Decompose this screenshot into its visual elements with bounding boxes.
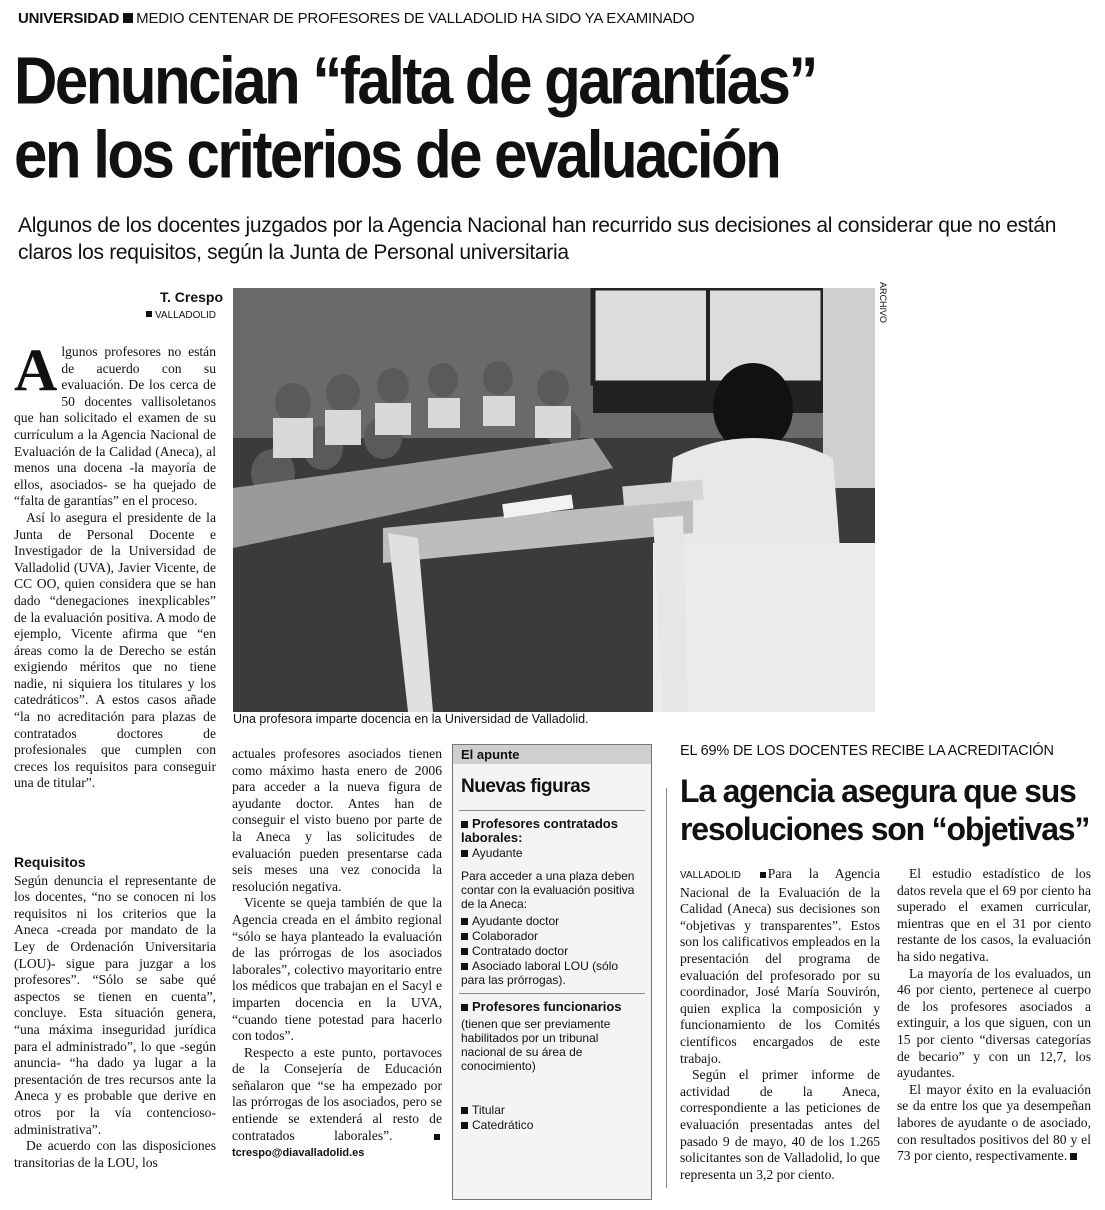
second-column-2	[897, 866, 1091, 1165]
square-bullet-icon	[123, 13, 133, 23]
list-item	[461, 944, 643, 958]
paragraph-7-text: Respecto a este punto, portavoces de la Consejería de Educación señalaron que “se ha empezado por las prórrogas de los asociados, pero se entiende se extenderá al resto de contratados laborales”.	[232, 1044, 442, 1143]
square-bullet-icon	[461, 1122, 468, 1129]
sidebar-list-3	[453, 1000, 651, 1014]
square-bullet-icon	[760, 872, 766, 878]
list-item-text: Titular	[472, 1103, 505, 1117]
headline-line-1: Denuncian “falta de garantías”	[14, 42, 816, 118]
divider	[459, 810, 645, 811]
byline-place	[146, 310, 216, 321]
square-bullet-icon	[461, 963, 468, 970]
sidebar-box	[452, 744, 652, 1200]
second-paragraph-1	[680, 866, 880, 1067]
second-place: VALLADOLID	[680, 870, 741, 881]
paragraph-7	[232, 1045, 442, 1162]
sidebar-list-4	[453, 1103, 651, 1132]
standfirst: Algunos de los docentes juzgados por la Agencia Nacional han recurrido sus decisiones al considerar que no están claros los requisitos, según la Junta de Personal universitaria	[18, 214, 1057, 264]
list-item	[461, 846, 643, 860]
body-column-1	[14, 337, 216, 792]
list-item-text: Colaborador	[472, 929, 539, 943]
sidebar-list-1	[453, 817, 651, 860]
list-item	[461, 1000, 643, 1014]
paragraph-1-text: lgunos profesores no están de acuerdo con su evaluación. De los cerca de 50 docentes vallisoletanos que han solicitado el examen de su currículum a la Agencia Nacional de Evaluación de la Calidad (Aneca), al menos una docena -la mayoría de ellos, asociados- se ha quejado de “falta de garantías” en el proceso.	[14, 344, 216, 509]
list-item-text: Asociado laboral LOU (sólo para las prórrogas).	[461, 959, 619, 987]
list-item	[461, 914, 643, 928]
paragraph-2: Así lo asegura el presidente de la Junta de Personal Docente e Investigador de la Universidad de Valladolid (UVA), Javier Vicente, de CC OO, quien considera que se han dado “denegaciones inexplicables” de la evaluación positiva. A modo de ejemplo, Vicente afirma que “en áreas como la de Derecho se están exigiendo méritos que no tiene nadie, ni siquiera los titulares y los catedráticos”. A estos casos añade “la no acreditación para plazas de contratados doctores de profesionales que cumplen con creces los requisitos para conseguir una de titular”.	[14, 509, 216, 791]
sidebar-title: Nuevas figuras	[461, 776, 591, 797]
second-paragraph-4: La mayoría de los evaluados, un 46 por ciento, pertenece al cuerpo de los profesores asociados a extinguir, a los que siguen, con un 15 por ciento “diversas categorías de becario” y con un 12,7, los ayudantes.	[897, 965, 1091, 1081]
paragraph-6: Vicente se queja también de que la Agencia creada en el ámbito regional “sólo se haya planteado la evaluación de las prórrogas de los asociados laborales”, colectivo mayoritario entre los médicos que trabajan en el Sacyl e imparten docencia en la UVA, “cuando tiene potestad para hacerlo con todos”.	[232, 895, 442, 1044]
headline-line-2: en los criterios de evaluación	[14, 116, 780, 192]
list-item	[461, 1103, 643, 1117]
square-bullet-icon	[461, 821, 468, 828]
byline-author: T. Crespo	[160, 289, 224, 305]
second-paragraph-1-text: Para la Agencia Nacional de la Evaluación de la Calidad (Aneca) sus decisiones son “objetivas y transparentes”. Estos son los calificativos empleados en la presentación del programa de evaluación del profesorado por su coordinador, José María Souvirón, quien explica la composición y funcionamiento de los Comités científicos encargados de este trabajo.	[680, 866, 880, 1066]
list-item-text: Catedrático	[472, 1118, 534, 1132]
list-item	[461, 959, 643, 987]
second-paragraph-5-text: El mayor éxito en la evaluación se da entre los que ya desempeñan labores de ayudante o de asociado, con resultados positivos del 80 y el 73 por ciento, respectivamente.	[897, 1081, 1091, 1164]
classroom-photo	[233, 288, 875, 712]
list-item	[461, 1118, 643, 1132]
second-paragraph-2: Según el primer informe de actividad de la Aneca, correspondiente a las peticiones de evaluación presentadas antes del pasado 9 de mayo, 40 de los 1.265 solicitantes son de Valladolid, lo que representa un 3,2 por ciento.	[680, 1067, 880, 1182]
section-label: UNIVERSIDAD	[18, 10, 120, 27]
body-column-2	[232, 746, 442, 1162]
second-paragraph-5	[897, 1082, 1091, 1165]
sidebar-list-2	[453, 914, 651, 987]
paragraph-4: De acuerdo con las disposiciones transitorias de la LOU, los	[14, 1138, 216, 1170]
kicker-text: MEDIO CENTENAR DE PROFESORES DE VALLADOLID HA SIDO YA EXAMINADO	[136, 10, 695, 27]
drop-cap: A	[14, 337, 58, 403]
second-headline: La agencia asegura que sus resoluciones son “objetivas”	[680, 773, 1090, 847]
divider	[459, 993, 645, 994]
square-bullet-icon	[461, 933, 468, 940]
body-column-1-lower	[14, 848, 216, 1171]
paragraph-1	[14, 337, 216, 510]
sidebar-heading-1: Profesores contratados laborales:	[461, 816, 618, 845]
sidebar-intro: Para acceder a una plaza deben contar con la evaluación positiva de la Aneca:	[461, 869, 635, 911]
list-item	[461, 817, 643, 845]
list-item	[461, 929, 643, 943]
list-item-text: Ayudante	[472, 846, 523, 860]
square-bullet-icon	[434, 1134, 440, 1140]
sidebar-note: (tienen que ser previamente habilitados por un tribunal nacional de su área de conocimiento)	[461, 1017, 611, 1073]
sidebar-heading-2: Profesores funcionarios	[472, 999, 622, 1014]
kicker	[18, 10, 1088, 27]
second-kicker: EL 69% DE LOS DOCENTES RECIBE LA ACREDITACIÓN	[680, 743, 1054, 759]
photo-caption: Una profesora imparte docencia en la Universidad de Valladolid.	[233, 712, 589, 726]
square-bullet-icon	[461, 1107, 468, 1114]
author-email[interactable]: tcrespo@diavalladolid.es	[232, 1147, 365, 1160]
square-bullet-icon	[461, 1004, 468, 1011]
square-bullet-icon	[461, 948, 468, 955]
paragraph-3: Según denuncia el representante de los docentes, “no se conocen ni los requisitos ni los criterios que la Aneca -creada por mandato de la Ley de Ordenación Universitaria (LOU)- sigue para juzgar a los profesores”. “Sólo se sabe qué aspectos se tienen en cuenta”, concluye. Esta situación genera, “una máxima inseguridad jurídica para el administrado”, lo que -según anuncia- “ha dado ya lugar a la presentación de tres recursos ante la Aneca y es probable que derive en otros por la vía contencioso-administrativa”.	[14, 872, 216, 1137]
list-item-text: Contratado doctor	[472, 944, 569, 958]
second-paragraph-3: El estudio estadístico de los datos revela que el 69 por ciento ha superado el examen curricular, mientras que en el 31 por ciento restante de los casos, la evaluación ha sido negativa.	[897, 866, 1091, 964]
second-column-1	[680, 866, 880, 1183]
square-bullet-icon	[461, 850, 468, 857]
headline	[14, 44, 1094, 192]
place-text: VALLADOLID	[155, 310, 216, 321]
end-mark-icon	[1070, 1153, 1077, 1160]
sidebar-label: El apunte	[453, 745, 651, 764]
square-bullet-icon	[146, 311, 152, 317]
photo-credit: ARCHIVO	[878, 282, 888, 324]
paragraph-5: actuales profesores asociados tienen como máximo hasta enero de 2006 para acceder a la nueva figura de ayudante doctor. Antes han de conseguir el visto bueno por parte de la Aneca y las solicitudes de evaluación pueden presentarse cada seis meses una vez conocida la resolución negativa.	[232, 746, 442, 894]
column-divider	[666, 788, 667, 1188]
subhead-requisitos: Requisitos	[14, 854, 86, 870]
classroom-photo-illustration	[233, 288, 875, 712]
square-bullet-icon	[461, 918, 468, 925]
list-item-text: Ayudante doctor	[472, 914, 560, 928]
